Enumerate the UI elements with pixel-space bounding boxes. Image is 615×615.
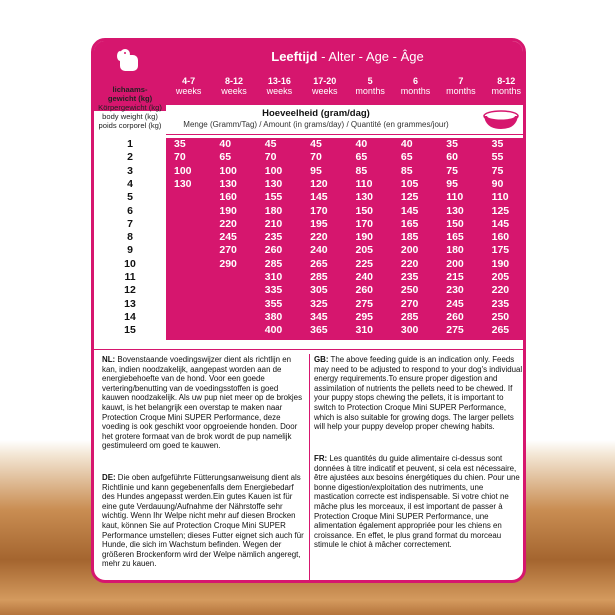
amount-cell: 275: [355, 297, 374, 310]
amount-cell: [166, 284, 211, 297]
amount-cell: 295: [355, 310, 374, 323]
weight-cell: 3: [127, 164, 133, 177]
amount-cell: 200: [446, 257, 464, 270]
instructions: [94, 349, 526, 583]
amount-cell: 235: [400, 271, 419, 283]
weight-cell: 15: [124, 324, 136, 337]
amount-cell: 310: [355, 324, 374, 337]
amount-cell: 65: [355, 151, 368, 164]
amount-cell: 380: [264, 310, 283, 323]
amount-cell: 145: [491, 217, 510, 230]
weight-cell: 8: [127, 231, 133, 244]
weight-cell: 4: [127, 177, 133, 190]
amount-cell: [166, 205, 211, 218]
amount-cell: 260: [446, 310, 464, 323]
amount-cell: 305: [310, 284, 328, 297]
age-range: 17-20: [313, 76, 337, 86]
amount-cell: 240: [355, 271, 374, 283]
amount-cell: 195: [310, 217, 328, 230]
amount-cell: 190: [219, 204, 237, 217]
weight-label-line1: lichaams-: [112, 85, 148, 94]
weight-cell: 9: [127, 244, 133, 257]
amount-subtitle: Menge (Gramm/Tag) / Amount (in grams/day) / Quantité (en grammes/jour): [183, 120, 449, 129]
amount-cell: 285: [400, 310, 419, 323]
weight-label-line2: gewicht (kg): [107, 94, 153, 103]
age-unit: weeks: [221, 85, 247, 96]
amount-cell: 250: [491, 310, 510, 323]
weight-cell: 1: [127, 138, 133, 150]
text-nl-label: NL:: [102, 355, 116, 364]
age-column-4: [348, 77, 393, 105]
amount-cell: [166, 191, 211, 204]
amount-cell: [166, 218, 211, 231]
icon-cell: [94, 41, 166, 85]
amount-cell: 35: [446, 138, 458, 150]
amount-cell: 90: [491, 177, 504, 190]
amount-cell: 110: [491, 191, 509, 204]
amount-cell: 130: [446, 204, 464, 217]
amount-cell: 220: [219, 217, 237, 230]
amount-cell: 345: [310, 310, 328, 323]
weight-label-line3: Körpergewicht (kg): [98, 103, 162, 112]
text-de-label: DE:: [102, 473, 116, 482]
amount-cell: 40: [219, 138, 232, 150]
amount-cell: 40: [355, 138, 368, 150]
amount-cell: 85: [355, 164, 368, 177]
amount-cell: 220: [491, 284, 510, 297]
weight-cell: 2: [127, 151, 133, 164]
amount-cell: 290: [219, 257, 237, 270]
age-column-0: [166, 77, 211, 105]
amount-cell: [211, 271, 256, 284]
amount-cell: 95: [310, 164, 322, 177]
amount-cell: 235: [491, 297, 510, 310]
age-unit: months: [355, 85, 385, 96]
age-column-6: [438, 77, 483, 105]
amount-cell: 130: [355, 191, 374, 204]
text-fr-label: FR:: [314, 454, 328, 463]
age-unit: months: [400, 85, 431, 96]
amount-cell: 70: [310, 151, 322, 164]
amount-header: [166, 105, 526, 135]
amount-cell: 180: [264, 204, 283, 217]
puppy-icon: [116, 47, 142, 73]
text-de-body: Die oben aufgeführte Fütterungsanweisung dient als Richtlinie und kann gegebenenfalls dem Energiebedarf des Hundes angepasst werden.Ein gutes Kauen ist für eine gute Verdauung/Aufnahme der Nährstoffe sehr wichtig. Wenn Ihr Welpe nicht mehr auf diesen Brocken kaut, können Sie auf Protection Croque Mini SUPER Performance umstellen; dieses Futter eignet sich auch für Hunde, die sich im Wachstum befinden. Wegen der größeren Brockenform wird der Welpe nämlich angeregt, mehr zu kauen.: [102, 473, 304, 569]
table-row: [94, 231, 526, 244]
amount-cell: 185: [400, 231, 419, 244]
amount-cell: 260: [355, 284, 374, 297]
age-range: 5: [367, 76, 373, 86]
amount-cell: [211, 311, 256, 324]
column-divider: [309, 354, 310, 582]
amount-cell: 250: [400, 284, 419, 297]
weight-cell: 11: [124, 271, 136, 283]
amount-cell: 110: [355, 177, 373, 190]
amount-cell: 125: [400, 191, 419, 204]
weight-cell: 14: [124, 310, 136, 323]
amount-cell: 55: [491, 151, 504, 164]
amount-cell: [211, 324, 256, 337]
amount-cell: 230: [446, 284, 464, 297]
amount-cell: [211, 284, 256, 297]
weight-label: [96, 85, 164, 130]
table-row: [94, 271, 526, 284]
amount-cell: 110: [446, 191, 464, 204]
amount-cell: 160: [219, 191, 237, 204]
text-nl: [102, 355, 304, 451]
table-row: [94, 138, 526, 151]
age-unit: weeks: [312, 85, 338, 96]
amount-cell: 60: [446, 151, 458, 164]
table-row: [94, 324, 526, 337]
weight-cell: 12: [124, 284, 136, 297]
amount-cell: 265: [491, 324, 510, 337]
age-column-5: [393, 77, 438, 105]
amount-cell: 65: [400, 151, 413, 164]
text-fr-body: Les quantités du guide alimentaire ci-dessus sont données à titre indicatif et peuvent, si cela est nécessaire, être ajustées aux besoins énergétiques du chien. Pour une bonne digestion/exploitation des nutriments, une mastication correcte est indispensable. Si votre chiot ne mâche plus les morceaux, il est important de passer à Protection Croque Mini SUPER Performance, une alimentation également appropriée pour les chiens en croissance. En effet, le plus grand format du morceau stimule le chiot à mâcher correctement.: [314, 454, 520, 550]
amount-cell: 285: [310, 271, 328, 283]
text-gb-body: The above feeding guide is an indication only. Feeds may need to be adjusted to respond to your dog's individual energy requirements.To ensure proper digestion and assimilation of nutrients the pellets need to be chewed. If your puppy stops chewing the pellets, it is important to switch to Protection Croque Mini SUPER Performance, which is also suitable for growing dogs. The larger pellets will help your puppy develop proper chewing habits.: [314, 355, 523, 432]
age-title-main: Leeftijd: [271, 49, 318, 64]
amount-cell: 175: [491, 244, 510, 257]
weight-cell: 13: [124, 297, 136, 310]
text-gb-label: GB:: [314, 355, 329, 364]
amount-cell: 145: [400, 204, 419, 217]
amount-cell: 235: [264, 231, 283, 244]
amount-cell: 210: [264, 217, 283, 230]
amount-cell: 130: [264, 177, 283, 190]
amount-cell: 270: [400, 297, 419, 310]
age-range: 8-12: [225, 76, 244, 86]
weight-cell: 10: [124, 257, 136, 270]
table-row: [94, 218, 526, 231]
amount-cell: 365: [310, 324, 328, 337]
amount-cell: 310: [264, 271, 283, 283]
age-range: 8-12: [497, 76, 516, 86]
amount-cell: [166, 298, 211, 311]
amount-cell: 75: [491, 164, 504, 177]
amount-cell: 125: [491, 204, 510, 217]
amount-cell: 190: [355, 231, 374, 244]
amount-cell: 70: [174, 151, 186, 164]
table-row: [94, 165, 526, 178]
amount-cell: 105: [400, 177, 419, 190]
amount-cell: [166, 231, 211, 244]
text-de: [102, 473, 304, 569]
weight-cell: 6: [127, 204, 133, 217]
amount-cell: 155: [264, 191, 283, 204]
amount-cell: 300: [400, 324, 419, 337]
amount-cell: 35: [174, 138, 186, 150]
amount-cell: 165: [446, 231, 464, 244]
amount-cell: 205: [355, 244, 374, 257]
age-unit: months: [446, 85, 476, 96]
weight-cell: 7: [127, 217, 133, 230]
table-row: [94, 244, 526, 257]
table-row: [94, 258, 526, 271]
amount-cell: 180: [446, 244, 464, 257]
amount-cell: [211, 298, 256, 311]
amount-cell: 335: [264, 284, 283, 297]
amount-cell: 325: [310, 297, 328, 310]
amount-cell: 215: [446, 271, 464, 283]
feeding-guide-card: [91, 38, 526, 583]
amount-cell: 75: [446, 164, 458, 177]
amount-cell: 130: [174, 177, 192, 190]
amount-cell: 270: [219, 244, 237, 257]
amount-cell: 275: [446, 324, 464, 337]
amount-cell: 150: [446, 217, 464, 230]
amount-cell: 285: [264, 257, 283, 270]
age-unit: weeks: [175, 85, 202, 96]
amount-cell: 145: [310, 191, 328, 204]
table-row: [94, 284, 526, 297]
table-row: [94, 178, 526, 191]
amount-cell: [166, 271, 211, 284]
age-header-title: [166, 49, 526, 64]
age-unit: weeks: [266, 85, 293, 96]
amount-cell: 220: [400, 257, 419, 270]
amount-cell: 260: [264, 244, 283, 257]
amount-cell: 355: [264, 297, 283, 310]
age-columns: [166, 77, 526, 105]
amount-cell: 200: [400, 244, 419, 257]
text-nl-body: Bovenstaande voedingswijzer dient als richtlijn en kan, indien noodzakelijk, aangepast worden aan de energiebehoefte van de hond. Voor een goede vertering/benutting van de voedingsstoffen is goed kauwen noodzakelijk. Als uw pup niet meer op de brokjes kauwt, is het belangrijk een overstap te maken naar Protection Croque Mini SUPER Performance, deze voeding is ook geschikt voor opgroeiende honden. Door het grotere formaat van de brok wordt de pup namelijk gestimuleerd om goed te kauwen.: [102, 355, 303, 451]
amount-cell: 170: [355, 217, 374, 230]
age-column-1: [211, 77, 256, 105]
amount-cell: 220: [310, 231, 328, 244]
feeding-table: [94, 135, 526, 345]
table-row: [94, 205, 526, 218]
weight-cell: 5: [127, 191, 133, 204]
amount-cell: [166, 311, 211, 324]
amount-cell: 65: [219, 151, 232, 164]
age-title-rest: - Alter - Age - Âge: [317, 49, 424, 64]
amount-cell: 225: [355, 257, 374, 270]
amount-cell: [166, 324, 211, 337]
amount-cell: [166, 258, 211, 271]
age-range: 13-16: [267, 76, 291, 86]
age-range: 6: [413, 76, 419, 86]
amount-cell: 120: [310, 177, 328, 190]
amount-cell: 45: [310, 138, 322, 150]
amount-cell: 265: [310, 257, 328, 270]
table-row: [94, 151, 526, 164]
amount-cell: 130: [219, 177, 237, 190]
amount-cell: 205: [491, 271, 510, 283]
amount-cell: 85: [400, 164, 413, 177]
amount-cell: 35: [491, 138, 504, 150]
amount-cell: 400: [264, 324, 283, 337]
text-fr: [314, 454, 524, 550]
amount-cell: 100: [174, 164, 192, 177]
table-row: [94, 311, 526, 324]
amount-cell: 245: [446, 297, 464, 310]
bowl-icon: [481, 109, 521, 131]
amount-cell: 150: [355, 204, 374, 217]
text-gb: [314, 355, 524, 432]
amount-cell: 100: [264, 164, 283, 177]
amount-cell: 170: [310, 204, 328, 217]
amount-cell: 245: [219, 231, 237, 244]
amount-cell: 100: [219, 164, 237, 177]
amount-cell: 95: [446, 177, 458, 190]
amount-title: Hoeveelheid (gram/dag): [262, 108, 370, 119]
age-column-3: [302, 77, 347, 105]
amount-cell: 45: [264, 138, 277, 150]
age-range: 4-7: [182, 76, 196, 86]
amount-cell: 190: [491, 257, 510, 270]
age-unit: months: [491, 85, 522, 96]
age-column-7: [484, 77, 526, 105]
age-range: 7: [458, 76, 464, 86]
age-column-2: [257, 77, 302, 105]
amount-cell: 165: [400, 217, 419, 230]
weight-label-line5: poids corporel (kg): [98, 121, 162, 130]
amount-cell: 70: [264, 151, 277, 164]
table-row: [94, 191, 526, 204]
amount-cell: 160: [491, 231, 510, 244]
amount-cell: 40: [400, 138, 413, 150]
amount-cell: 240: [310, 244, 328, 257]
weight-label-line4: body weight (kg): [102, 112, 158, 121]
amount-cell: [166, 244, 211, 257]
table-row: [94, 298, 526, 311]
